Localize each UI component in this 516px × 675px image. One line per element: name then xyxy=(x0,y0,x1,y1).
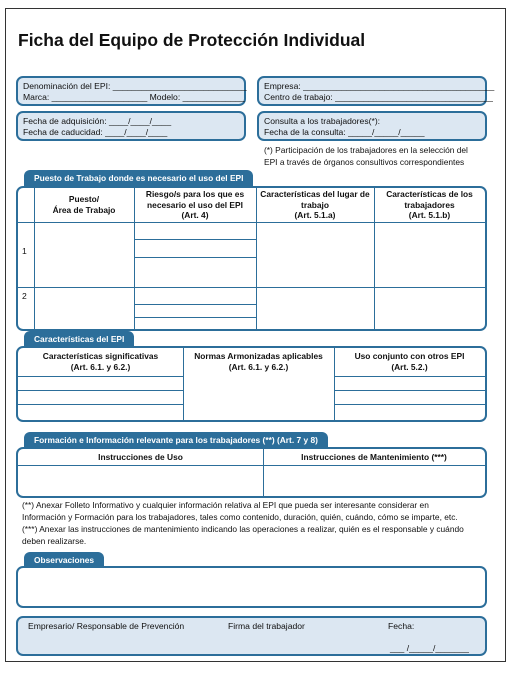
col-caracteristicas-significativas: Características significativas (Art. 6.1. y 6.2.) xyxy=(42,351,159,372)
fecha-consulta-field[interactable]: Fecha de la consulta: _____/_____/_____ xyxy=(264,127,425,137)
observaciones-box[interactable] xyxy=(16,566,487,608)
empresario-label: Empresario/ Responsable de Prevención xyxy=(28,621,185,631)
annex-note-3: (***) Anexar las instrucciones de mantenimiento indicando las operaciones a realizar, quién es el responsable y cuándo xyxy=(22,524,464,534)
consultation-box xyxy=(257,111,487,141)
caracteristicas-table xyxy=(16,346,487,422)
col-trabajadores: Características de los trabajadores (Art. 5.1.b) xyxy=(386,189,473,220)
participation-note-1: (*) Participación de los trabajadores en la selección del xyxy=(264,145,468,155)
epi-identification-box xyxy=(16,76,246,106)
denominacion-field[interactable]: Denominación del EPI: ____________________________ xyxy=(23,81,247,91)
col-puesto: Puesto/ Área de Trabajo xyxy=(52,194,116,215)
signature-box xyxy=(16,616,487,656)
puesto-table xyxy=(16,186,487,331)
marca-modelo-field[interactable]: Marca: ____________________ Modelo: _____________ xyxy=(23,92,245,102)
firma-trabajador-label: Firma del trabajador xyxy=(228,621,305,631)
col-instrucciones-mantenimiento: Instrucciones de Mantenimiento (***) xyxy=(301,452,447,462)
page-title: Ficha del Equipo de Protección Individual xyxy=(18,30,366,50)
formacion-section-header: Formación e Información relevante para los trabajadores (**) (Art. 7 y 8) xyxy=(24,432,328,449)
fecha-label: Fecha: xyxy=(388,621,415,631)
fecha-signature-field[interactable]: ___ /_____/_______ xyxy=(390,643,469,653)
dates-box xyxy=(16,111,246,141)
annex-note-1: (**) Anexar Folleto Informativo y cualquier información relativa al EPI que pueda ser interesante considerar en xyxy=(22,500,429,510)
annex-note-4: deben realizarse. xyxy=(22,536,87,546)
row-number-1: 1 xyxy=(22,246,27,256)
col-lugar-trabajo: Características del lugar de trabajo (Art. 5.1.a) xyxy=(260,189,370,220)
empresa-field[interactable]: Empresa: ________________________________________ xyxy=(264,81,495,91)
row-number-2: 2 xyxy=(22,291,27,301)
observaciones-header: Observaciones xyxy=(24,552,104,569)
puesto-section-header: Puesto de Trabajo donde es necesario el uso del EPI xyxy=(24,170,253,187)
participation-note-2: EPI a través de órganos consultivos correspondientes xyxy=(264,157,465,167)
col-normas-armonizadas: Normas Armonizadas aplicables (Art. 6.1. y 6.2.) xyxy=(194,351,323,372)
caducidad-field[interactable]: Fecha de caducidad: ____/____/____ xyxy=(23,127,168,137)
centro-field[interactable]: Centro de trabajo: _________________________________ xyxy=(264,92,493,102)
col-uso-conjunto: Uso conjunto con otros EPI (Art. 5.2.) xyxy=(354,351,465,372)
formacion-table xyxy=(16,447,487,498)
col-riesgos: Riesgo/s para los que es necesario el uso del EPI (Art. 4) xyxy=(145,189,245,220)
consulta-label: Consulta a los trabajadores(*): xyxy=(264,116,381,126)
annex-note-2: Información y Formación para los trabajadores, tales como contenido, duración, quién, cuándo, cómo se imparte, etc. xyxy=(22,512,458,522)
adquisicion-field[interactable]: Fecha de adquisición: ____/____/____ xyxy=(23,116,172,126)
company-box xyxy=(257,76,495,106)
caracteristicas-section-header: Características del EPI xyxy=(24,331,134,348)
col-instrucciones-uso: Instrucciones de Uso xyxy=(98,452,183,462)
